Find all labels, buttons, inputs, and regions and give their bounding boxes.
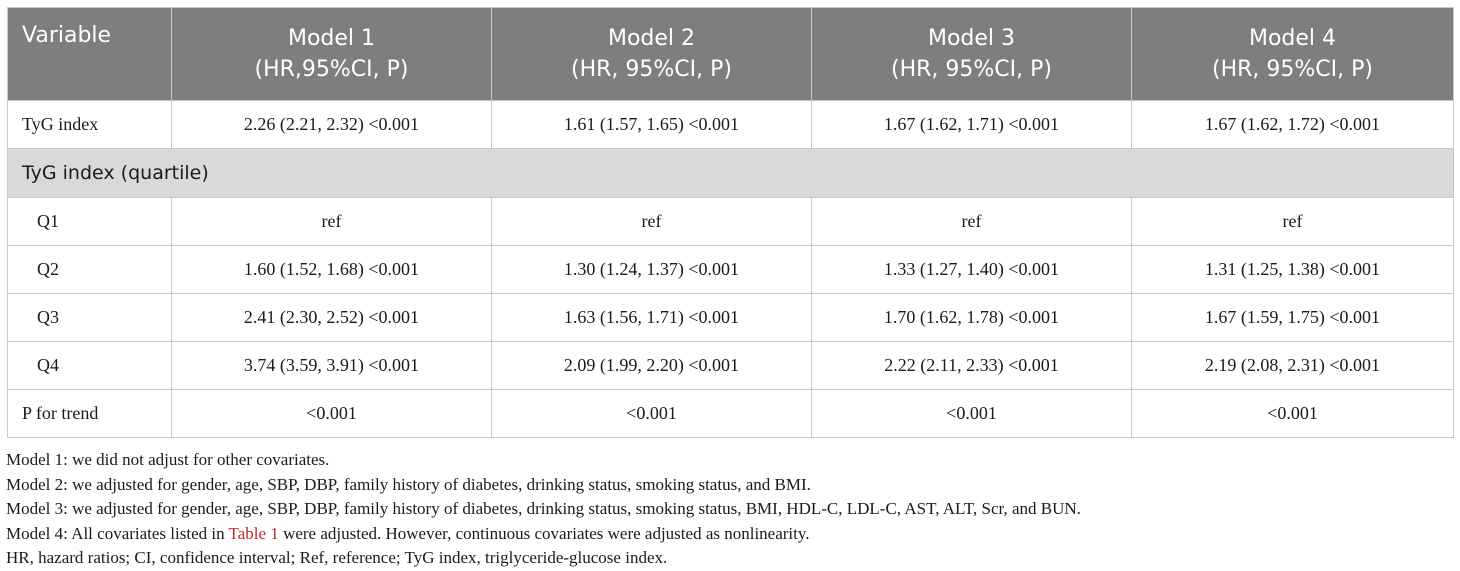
cell-model-3: ref: [812, 198, 1132, 246]
cell-model-1: 2.26 (2.21, 2.32) <0.001: [172, 101, 492, 149]
table-header-row: [8, 8, 1454, 101]
row-label: Q4: [8, 342, 172, 390]
header-model-1: [172, 8, 492, 101]
footnote-model-3: Model 3: we adjusted for gender, age, SBP, DBP, family history of diabetes, drinking status, smoking status, BMI, HDL-C, LDL-C, AST, ALT, Scr, and BUN.: [6, 499, 1081, 518]
header-model-4-title: Model 4: [1248, 26, 1337, 51]
header-model-3-title: Model 3: [927, 26, 1016, 51]
table-row-q1: [8, 198, 1454, 246]
cell-model-3: 2.22 (2.11, 2.33) <0.001: [812, 342, 1132, 390]
table-row-q4: [8, 342, 1454, 390]
cell-model-4: 1.67 (1.59, 1.75) <0.001: [1132, 294, 1454, 342]
header-variable: [8, 8, 172, 101]
cell-model-3: 1.67 (1.62, 1.71) <0.001: [812, 101, 1132, 149]
table-row-tyg-index: [8, 101, 1454, 149]
results-table-figure: [7, 7, 1453, 571]
cell-model-3: <0.001: [812, 390, 1132, 438]
cell-model-4: 2.19 (2.08, 2.31) <0.001: [1132, 342, 1454, 390]
cell-model-2: 2.09 (1.99, 2.20) <0.001: [492, 342, 812, 390]
header-model-1-title: Model 1: [287, 26, 376, 51]
table-row-q2: [8, 246, 1454, 294]
header-model-2: [492, 8, 812, 101]
footnote-model-1: Model 1: we did not adjust for other covariates.: [6, 450, 330, 469]
row-label: Q3: [8, 294, 172, 342]
cell-model-4: <0.001: [1132, 390, 1454, 438]
cell-model-1: <0.001: [172, 390, 492, 438]
cell-model-1: 1.60 (1.52, 1.68) <0.001: [172, 246, 492, 294]
cell-model-3: 1.70 (1.62, 1.78) <0.001: [812, 294, 1132, 342]
cell-model-2: 1.30 (1.24, 1.37) <0.001: [492, 246, 812, 294]
cell-model-1: 3.74 (3.59, 3.91) <0.001: [172, 342, 492, 390]
footnote-model-2: Model 2: we adjusted for gender, age, SBP, DBP, family history of diabetes, drinking status, smoking status, and BMI.: [6, 474, 811, 494]
footnote-model-4-end: were adjusted. However, continuous covariates were adjusted as nonlinearity.: [278, 523, 810, 543]
cell-model-2: <0.001: [492, 390, 812, 438]
header-model-4: [1132, 8, 1454, 101]
table-1-link[interactable]: Table 1: [228, 523, 279, 543]
table-row-p-for-trend: [8, 390, 1454, 438]
row-label: TyG index: [8, 101, 172, 149]
header-model-2-subtitle: (HR, 95%CI, P): [571, 57, 732, 82]
section-row-quartile: [8, 149, 1454, 198]
cell-model-1: 2.41 (2.30, 2.52) <0.001: [172, 294, 492, 342]
cell-model-4: ref: [1132, 198, 1454, 246]
section-label: TyG index (quartile): [8, 149, 1454, 198]
table-footnotes: [7, 448, 1453, 571]
header-variable-label: Variable: [22, 23, 112, 48]
hazard-ratio-table: [7, 7, 1454, 438]
cell-model-1: ref: [172, 198, 492, 246]
cell-model-2: 1.63 (1.56, 1.71) <0.001: [492, 294, 812, 342]
cell-model-4: 1.31 (1.25, 1.38) <0.001: [1132, 246, 1454, 294]
footnote-model-4: [6, 522, 1453, 547]
cell-model-4: 1.67 (1.62, 1.72) <0.001: [1132, 101, 1454, 149]
row-label: P for trend: [8, 390, 172, 438]
header-model-1-subtitle: (HR,95%CI, P): [254, 57, 409, 82]
footnote-abbreviations: HR, hazard ratios; CI, confidence interval; Ref, reference; TyG index, triglyceride-glucose index.: [6, 548, 668, 567]
header-model-3: [812, 8, 1132, 101]
table-row-q3: [8, 294, 1454, 342]
header-model-3-subtitle: (HR, 95%CI, P): [891, 57, 1052, 82]
footnote-model-4-start: Model 4: All covariates listed in: [6, 523, 229, 543]
header-model-4-subtitle: (HR, 95%CI, P): [1212, 57, 1373, 82]
header-model-2-title: Model 2: [607, 26, 696, 51]
cell-model-2: 1.61 (1.57, 1.65) <0.001: [492, 101, 812, 149]
cell-model-3: 1.33 (1.27, 1.40) <0.001: [812, 246, 1132, 294]
row-label: Q1: [8, 198, 172, 246]
cell-model-2: ref: [492, 198, 812, 246]
row-label: Q2: [8, 246, 172, 294]
